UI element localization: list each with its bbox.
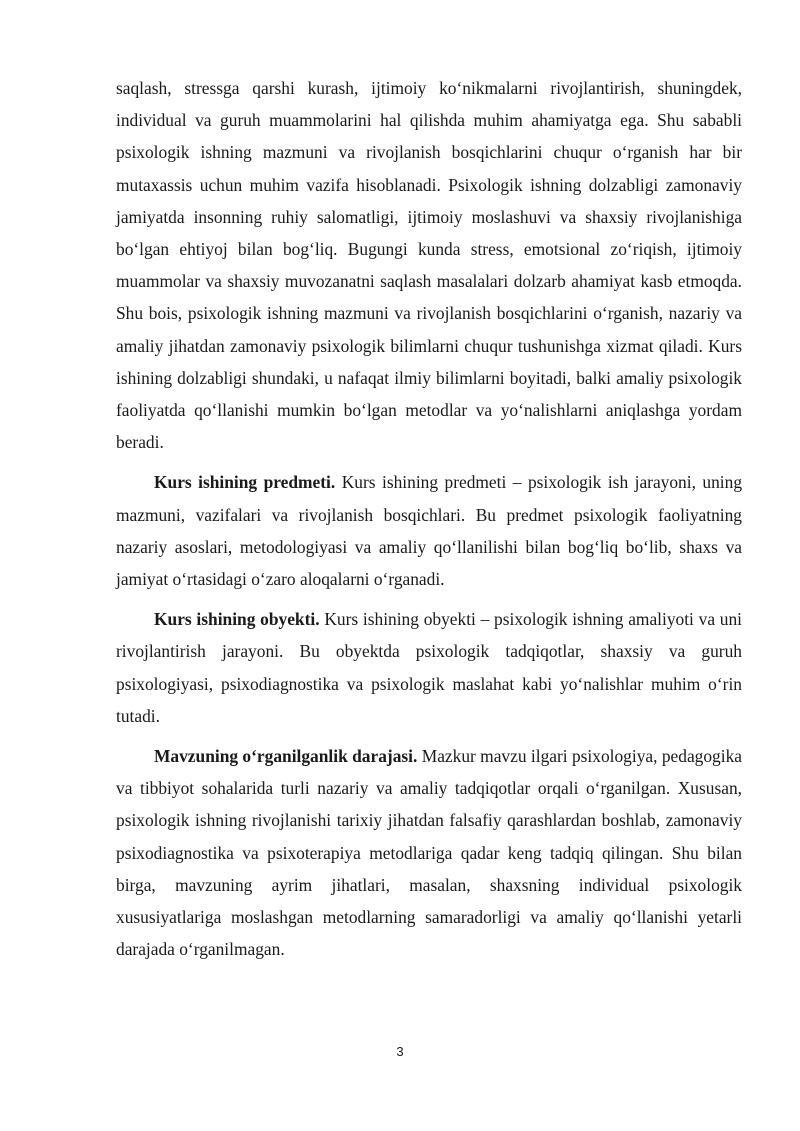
subject-heading: Kurs ishining predmeti. xyxy=(154,472,336,493)
study-level-heading: Mavzuning o‘rganilganlik darajasi. xyxy=(154,746,418,767)
paragraph-study-level xyxy=(116,740,742,965)
subject-text: Kurs ishining predmeti – psixologik ish jarayoni, uning mazmuni, vazifalari va rivojlanish bosqichlari. Bu predmet psixologik faoliyatning nazariy asoslari, metodologiyasi va amaliy qo‘llanilishi bilan bog‘liq bo‘lib, shaxs va jamiyat o‘rtasidagi o‘zaro aloqalarni o‘rganadi. xyxy=(116,472,743,590)
page-number: 3 xyxy=(396,1044,404,1059)
object-text: Kurs ishining obyekti – psixologik ishning amaliyoti va uni rivojlantirish jarayoni. Bu obyektda psixologik tadqiqotlar, shaxsiy va guruh psixologiyasi, psixodiagnostika va psixologik maslahat kabi yo‘nalishlar muhim o‘rin tutadi. xyxy=(116,609,743,726)
paragraph-subject xyxy=(116,466,742,595)
paragraph-object xyxy=(116,603,742,732)
study-level-text: Mazkur mavzu ilgari psixologiya, pedagogika va tibbiyot sohalarida turli nazariy va amaliy tadqiqotlar orqali o‘rganilgan. Xususan, psixologik ishning rivojlanishi tarixiy jihatdan falsafiy qarashlardan boshlab, zamonaviy psixodiagnostika va psixoterapiya metodlariga qadar keng tadqiq qilingan. Shu bilan birga, mavzuning ayrim jihatlari, masalan, shaxsning individual psixologik xususiyatlariga moslashgan metodlarning samaradorligi va amaliy qo‘llanishi yetarli darajada o‘rganilmagan. xyxy=(116,746,742,960)
object-heading: Kurs ishining obyekti. xyxy=(154,609,320,630)
body-text xyxy=(116,72,742,973)
paragraph-continuation: saqlash, stressga qarshi kurash, ijtimoiy ko‘nikmalarni rivojlantirish, shuningdek, individual va guruh muammolarini hal qilishda muhim ahamiyatga ega. Shu sababli psixologik ishning mazmuni va rivojlanish bosqichlarini chuqur o‘rganish har bir mutaxassis uchun muhim vazifa hisoblanadi. Psixologik ishning dolzabligi zamonaviy jamiyatda insonning ruhiy salomatligi, ijtimoiy moslashuvi va shaxsiy rivojlanishiga bo‘lgan ehtiyoj bilan bog‘liq. Bugungi kunda stress, emotsional zo‘riqish, ijtimoiy muammolar va shaxsiy muvozanatni saqlash masalalari dolzarb ahamiyat kasb etmoqda. Shu bois, psixologik ishning mazmuni va rivojlanish bosqichlarini o‘rganish, nazariy va amaliy jihatdan zamonaviy psixologik bilimlarni chuqur tushunishga xizmat qiladi. Kurs ishining dolzabligi shundaki, u nafaqat ilmiy bilimlarni boyitadi, balki amaliy psixologik faoliyatda qo‘llanishi mumkin bo‘lgan metodlar va yo‘nalishlarni aniqlashga yordam beradi. xyxy=(116,78,742,453)
